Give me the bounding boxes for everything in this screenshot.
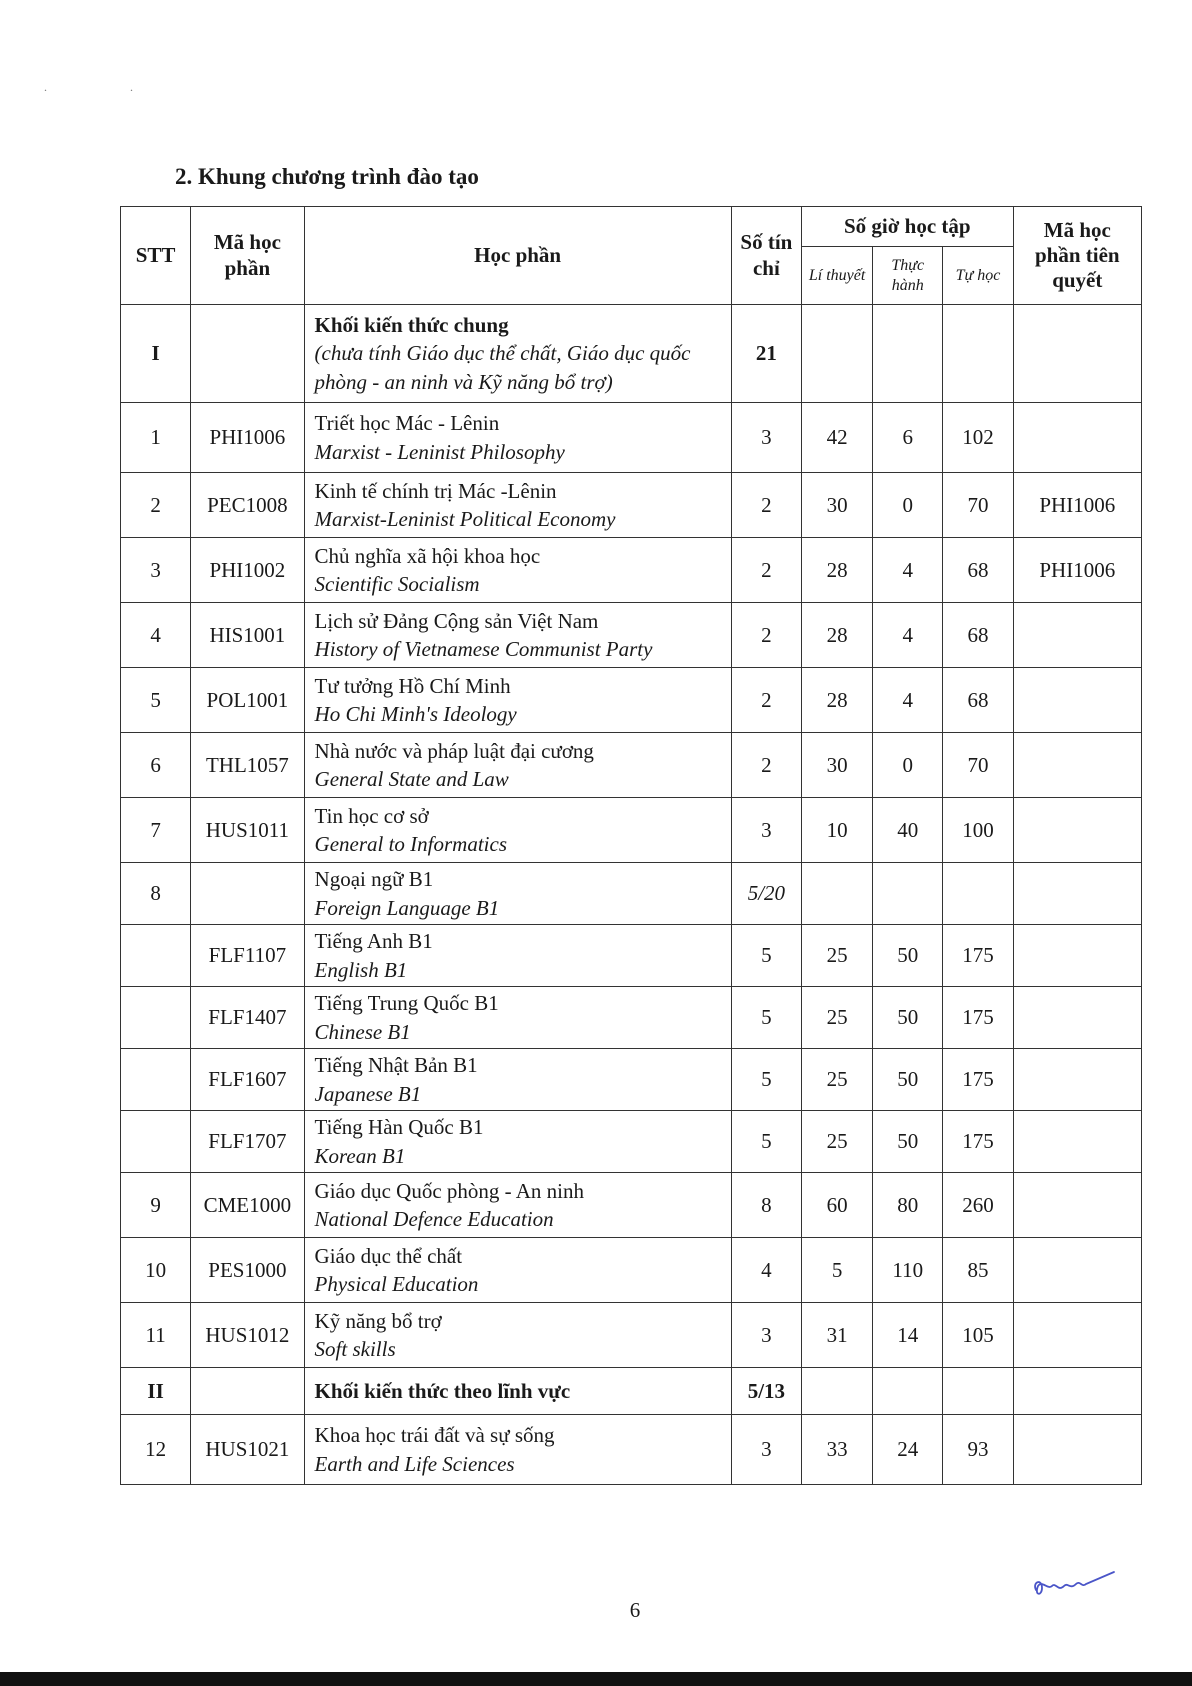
row-stt: 7 [121, 798, 191, 863]
row-stt [121, 1049, 191, 1111]
row-stt: 3 [121, 538, 191, 603]
row-name [304, 473, 731, 538]
row-prerequisite [1013, 1415, 1141, 1485]
row-credits: 4 [731, 1238, 801, 1303]
row-practice: 50 [873, 1049, 943, 1111]
row-stt: 10 [121, 1238, 191, 1303]
row-prerequisite [1013, 403, 1141, 473]
row-stt: 6 [121, 733, 191, 798]
row-name [304, 668, 731, 733]
row-stt [121, 925, 191, 987]
row-name [304, 733, 731, 798]
header-course-code: Mã học phần [191, 207, 304, 305]
header-row-1 [121, 207, 1142, 247]
row-practice: 4 [873, 668, 943, 733]
row-practice: 0 [873, 473, 943, 538]
scan-dots: . . [44, 80, 173, 94]
row-stt: 9 [121, 1173, 191, 1238]
row-credits: 2 [731, 538, 801, 603]
row-credits: 3 [731, 1415, 801, 1485]
group-stt: I [121, 305, 191, 403]
row-code: FLF1607 [191, 1049, 304, 1111]
row-self-study: 175 [943, 987, 1013, 1049]
course-row [121, 403, 1142, 473]
row-name-vn: Chủ nghĩa xã hội khoa học [314, 543, 541, 568]
row-self-study [943, 863, 1013, 925]
row-name [304, 538, 731, 603]
row-stt: 12 [121, 1415, 191, 1485]
header-prerequisite: Mã học phần tiên quyết [1013, 207, 1141, 305]
row-prerequisite [1013, 603, 1141, 668]
row-name [304, 1049, 731, 1111]
row-name-vn: Triết học Mác - Lênin [314, 411, 500, 436]
row-theory: 10 [801, 798, 872, 863]
row-name-vn: Tiếng Nhật Bản B1 [314, 1053, 478, 1078]
row-name-vn: Tư tưởng Hồ Chí Minh [314, 673, 511, 698]
row-prerequisite [1013, 668, 1141, 733]
row-credits: 2 [731, 603, 801, 668]
row-name [304, 1111, 731, 1173]
header-practice: Thực hành [873, 247, 943, 305]
row-practice: 40 [873, 798, 943, 863]
row-name-vn: Kinh tế chính trị Mác -Lênin [314, 478, 557, 503]
row-code: PES1000 [191, 1238, 304, 1303]
row-name [304, 1303, 731, 1368]
course-row [121, 473, 1142, 538]
header-stt: STT [121, 207, 191, 305]
course-row [121, 1238, 1142, 1303]
row-name-en: Soft skills [314, 1337, 396, 1361]
row-stt: 5 [121, 668, 191, 733]
row-code: PHI1002 [191, 538, 304, 603]
row-theory: 5 [801, 1238, 872, 1303]
row-practice: 24 [873, 1415, 943, 1485]
course-row [121, 863, 1142, 925]
row-name [304, 1415, 731, 1485]
row-self-study: 68 [943, 603, 1013, 668]
group-row-I [121, 305, 1142, 403]
row-prerequisite [1013, 1049, 1141, 1111]
row-practice: 50 [873, 1111, 943, 1173]
row-self-study: 175 [943, 1049, 1013, 1111]
row-credits: 2 [731, 733, 801, 798]
row-code: HUS1011 [191, 798, 304, 863]
row-name-en: Marxist - Leninist Philosophy [314, 439, 565, 464]
row-credits: 5 [731, 1049, 801, 1111]
course-row [121, 798, 1142, 863]
row-credits: 5/20 [731, 863, 801, 925]
header-credits: Số tín chỉ [731, 207, 801, 305]
group-code [191, 305, 304, 403]
row-self-study: 70 [943, 733, 1013, 798]
course-row [121, 1049, 1142, 1111]
row-name-vn: Giáo dục thể chất [314, 1243, 463, 1268]
row-self-study: 100 [943, 798, 1013, 863]
course-row [121, 733, 1142, 798]
row-name-en: Chinese B1 [314, 1019, 411, 1044]
row-credits: 2 [731, 668, 801, 733]
row-stt: 4 [121, 603, 191, 668]
header-self-study: Tự học [943, 247, 1013, 305]
row-credits: 2 [731, 473, 801, 538]
course-row [121, 603, 1142, 668]
row-theory: 33 [801, 1415, 872, 1485]
scan-bottom-edge [0, 1672, 1192, 1686]
row-name-vn: Giáo dục Quốc phòng - An ninh [314, 1178, 584, 1203]
row-theory: 28 [801, 538, 872, 603]
row-stt [121, 987, 191, 1049]
row-practice: 4 [873, 538, 943, 603]
course-row [121, 925, 1142, 987]
group-title-cell [304, 305, 731, 403]
group-code [191, 1368, 304, 1415]
row-stt: 2 [121, 473, 191, 538]
row-name-vn: Tiếng Trung Quốc B1 [314, 991, 499, 1016]
row-stt: 8 [121, 863, 191, 925]
row-name-en: Japanese B1 [314, 1081, 422, 1106]
row-practice: 50 [873, 987, 943, 1049]
row-theory: 25 [801, 1111, 872, 1173]
row-name [304, 603, 731, 668]
row-self-study: 68 [943, 538, 1013, 603]
row-self-study: 175 [943, 925, 1013, 987]
row-theory: 30 [801, 733, 872, 798]
course-row [121, 668, 1142, 733]
row-code: PEC1008 [191, 473, 304, 538]
row-code: THL1057 [191, 733, 304, 798]
row-name [304, 925, 731, 987]
row-name-en: General State and Law [314, 767, 509, 791]
group-title: Khối kiến thức theo lĩnh vực [304, 1368, 731, 1415]
row-name-vn: Ngoại ngữ B1 [314, 867, 434, 892]
row-theory: 28 [801, 603, 872, 668]
row-code: HIS1001 [191, 603, 304, 668]
row-credits: 5 [731, 1111, 801, 1173]
row-prerequisite [1013, 798, 1141, 863]
signature-mark [1028, 1568, 1118, 1604]
row-practice [873, 863, 943, 925]
row-stt: 1 [121, 403, 191, 473]
row-name-en: Earth and Life Sciences [314, 1451, 515, 1476]
row-name-vn: Khoa học trái đất và sự sống [314, 1423, 555, 1448]
row-theory: 42 [801, 403, 872, 473]
section-title: 2. Khung chương trình đào tạo [175, 164, 479, 189]
row-name-en: Scientific Socialism [314, 572, 480, 596]
row-name-vn: Tiếng Anh B1 [314, 929, 433, 954]
row-credits: 5 [731, 925, 801, 987]
row-prerequisite [1013, 1303, 1141, 1368]
row-self-study: 93 [943, 1415, 1013, 1485]
row-code: FLF1707 [191, 1111, 304, 1173]
row-code: FLF1107 [191, 925, 304, 987]
row-theory: 25 [801, 925, 872, 987]
group-title: Khối kiến thức chung [314, 312, 509, 337]
row-name-en: English B1 [314, 957, 408, 982]
course-row [121, 987, 1142, 1049]
course-row [121, 1415, 1142, 1485]
row-theory: 31 [801, 1303, 872, 1368]
row-name-en: Ho Chi Minh's Ideology [314, 702, 517, 726]
row-practice: 110 [873, 1238, 943, 1303]
row-name-vn: Kỹ năng bổ trợ [314, 1308, 442, 1333]
row-theory: 25 [801, 1049, 872, 1111]
course-row [121, 538, 1142, 603]
row-name-vn: Tin học cơ sở [314, 803, 429, 828]
row-self-study: 70 [943, 473, 1013, 538]
row-self-study: 102 [943, 403, 1013, 473]
row-prerequisite [1013, 1173, 1141, 1238]
row-theory: 28 [801, 668, 872, 733]
row-self-study: 105 [943, 1303, 1013, 1368]
row-credits: 5 [731, 987, 801, 1049]
row-name [304, 798, 731, 863]
row-name-en: Physical Education [314, 1272, 479, 1296]
row-credits: 3 [731, 798, 801, 863]
row-name [304, 1173, 731, 1238]
row-stt: 11 [121, 1303, 191, 1368]
row-prerequisite [1013, 1238, 1141, 1303]
group-credits: 21 [731, 305, 801, 403]
row-self-study: 85 [943, 1238, 1013, 1303]
row-theory: 60 [801, 1173, 872, 1238]
row-name-en: History of Vietnamese Communist Party [314, 637, 653, 661]
row-code: POL1001 [191, 668, 304, 733]
row-credits: 3 [731, 403, 801, 473]
row-name-vn: Lịch sử Đảng Cộng sản Việt Nam [314, 608, 599, 633]
row-prerequisite [1013, 987, 1141, 1049]
row-code: FLF1407 [191, 987, 304, 1049]
row-practice: 50 [873, 925, 943, 987]
curriculum-table [120, 206, 1142, 1485]
row-practice: 14 [873, 1303, 943, 1368]
row-name-vn: Nhà nước và pháp luật đại cương [314, 738, 594, 763]
group-note: (chưa tính Giáo dục thể chất, Giáo dục quốc phòng - an ninh và Kỹ năng bổ trợ) [314, 341, 691, 394]
row-prerequisite [1013, 925, 1141, 987]
row-self-study: 68 [943, 668, 1013, 733]
row-code: PHI1006 [191, 403, 304, 473]
row-name [304, 987, 731, 1049]
row-prerequisite [1013, 863, 1141, 925]
row-name-en: General to Informatics [314, 832, 508, 856]
row-name-en: Korean B1 [314, 1143, 406, 1168]
page-number: 6 [629, 1598, 641, 1622]
row-prerequisite [1013, 733, 1141, 798]
row-theory [801, 863, 872, 925]
row-name-en: National Defence Education [314, 1207, 554, 1231]
row-prerequisite [1013, 1111, 1141, 1173]
row-practice: 6 [873, 403, 943, 473]
row-practice: 0 [873, 733, 943, 798]
row-code: HUS1012 [191, 1303, 304, 1368]
course-row [121, 1303, 1142, 1368]
course-row [121, 1111, 1142, 1173]
row-self-study: 260 [943, 1173, 1013, 1238]
row-theory: 30 [801, 473, 872, 538]
row-prerequisite: PHI1006 [1013, 473, 1141, 538]
row-credits: 3 [731, 1303, 801, 1368]
course-row [121, 1173, 1142, 1238]
row-stt [121, 1111, 191, 1173]
row-practice: 4 [873, 603, 943, 668]
row-code: CME1000 [191, 1173, 304, 1238]
group-stt: II [121, 1368, 191, 1415]
row-name [304, 863, 731, 925]
group-row-II [121, 1368, 1142, 1415]
row-name [304, 1238, 731, 1303]
row-code [191, 863, 304, 925]
header-course-name: Học phần [304, 207, 731, 305]
header-study-hours: Số giờ học tập [801, 207, 1013, 247]
row-name [304, 403, 731, 473]
row-code: HUS1021 [191, 1415, 304, 1485]
row-name-en: Marxist-Leninist Political Economy [314, 507, 616, 531]
group-credits: 5/13 [731, 1368, 801, 1415]
header-theory: Lí thuyết [801, 247, 872, 305]
row-self-study: 175 [943, 1111, 1013, 1173]
row-prerequisite: PHI1006 [1013, 538, 1141, 603]
row-theory: 25 [801, 987, 872, 1049]
row-credits: 8 [731, 1173, 801, 1238]
course-rows [121, 403, 1142, 1368]
row-name-vn: Tiếng Hàn Quốc B1 [314, 1115, 484, 1140]
row-practice: 80 [873, 1173, 943, 1238]
row-name-en: Foreign Language B1 [314, 895, 500, 920]
